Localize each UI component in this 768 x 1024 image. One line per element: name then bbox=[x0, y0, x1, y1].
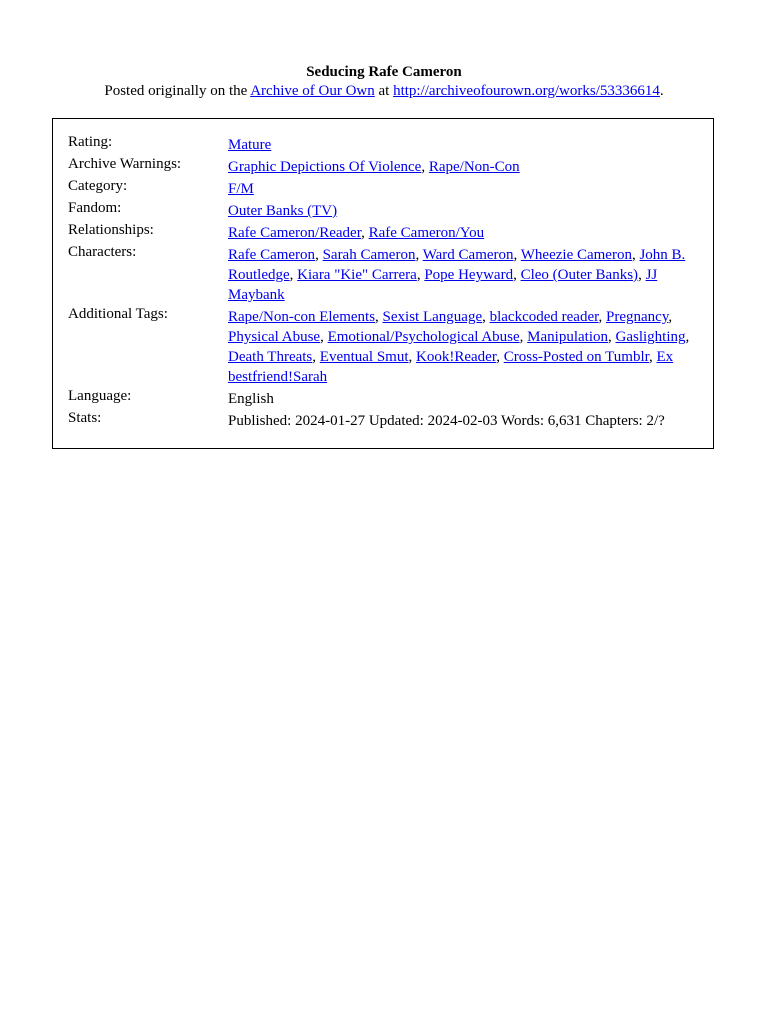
tag-link[interactable]: Sarah Cameron bbox=[322, 247, 416, 263]
posted-prefix: Posted originally on the bbox=[104, 83, 251, 99]
tag-link[interactable]: Outer Banks (TV) bbox=[228, 203, 338, 219]
tag-link[interactable]: Cleo (Outer Banks) bbox=[520, 267, 639, 283]
meta-label-stats: Stats: bbox=[68, 410, 102, 426]
tag-link[interactable]: F/M bbox=[228, 181, 254, 197]
tag-link[interactable]: Pope Heyward bbox=[424, 267, 514, 283]
posted-suffix: . bbox=[659, 83, 664, 99]
tag-link[interactable]: Rafe Cameron/You bbox=[368, 225, 485, 241]
meta-label-rating: Rating: bbox=[68, 134, 113, 150]
meta-label-fandom: Fandom: bbox=[68, 200, 122, 216]
tag-link[interactable]: Emotional/Psychological Abuse bbox=[327, 329, 520, 345]
meta-label-language: Language: bbox=[68, 388, 132, 404]
meta-tags-relationships: Rafe Cameron/Reader, Rafe Cameron/You bbox=[228, 225, 485, 241]
tag-link[interactable]: Graphic Depictions Of Violence bbox=[228, 159, 422, 175]
tag-link[interactable]: Kook!Reader bbox=[416, 349, 497, 365]
archive-site-link[interactable]: Archive of Our Own bbox=[250, 83, 375, 99]
work-metadata-table bbox=[68, 135, 708, 433]
meta-tags-additional: Rape/Non-con Elements, Sexist Language, blackcoded reader, Pregnancy, Physical Abuse, Emotional/Psychological Abuse, Manipulation, Gaslighting, Death Threats, Eventual Smut, Kook!Reader, Cross-Posted on Tumblr, Ex bestfriend!Sarah bbox=[228, 309, 690, 385]
meta-label-category: Category: bbox=[68, 178, 128, 194]
meta-tags-rating bbox=[228, 135, 708, 157]
tag-link[interactable]: Physical Abuse bbox=[228, 329, 321, 345]
tag-link[interactable]: Death Threats bbox=[228, 349, 313, 365]
meta-tags-category bbox=[228, 179, 708, 201]
posted-middle: at bbox=[374, 83, 394, 99]
tag-link[interactable]: Wheezie Cameron bbox=[520, 247, 632, 263]
tag-link[interactable]: blackcoded reader bbox=[489, 309, 599, 325]
tag-link[interactable]: Rafe Cameron bbox=[228, 247, 316, 263]
work-url-link[interactable]: http://archiveofourown.org/works/53336614 bbox=[393, 83, 660, 99]
tag-link[interactable]: Ex bestfriend!Sarah bbox=[228, 349, 674, 385]
meta-tags-fandom bbox=[228, 201, 708, 223]
tag-link[interactable]: Gaslighting bbox=[615, 329, 686, 345]
meta-label-warnings: Archive Warnings: bbox=[68, 156, 182, 172]
meta-value-language: English bbox=[228, 391, 274, 407]
meta-tags-characters: Rafe Cameron, Sarah Cameron, Ward Cameron, Wheezie Cameron, John B. Routledge, Kiara "Kie" Carrera, Pope Heyward, Cleo (Outer Banks), JJ Maybank bbox=[228, 247, 686, 303]
meta-label-relationships: Relationships: bbox=[68, 222, 154, 238]
tag-link[interactable]: Cross-Posted on Tumblr bbox=[503, 349, 650, 365]
tag-link[interactable]: Pregnancy bbox=[606, 309, 669, 325]
meta-row-stats bbox=[68, 411, 708, 433]
tag-link[interactable]: Rape/Non-Con bbox=[428, 159, 520, 175]
work-metadata-box bbox=[52, 118, 714, 449]
meta-label-additional-tags: Additional Tags: bbox=[68, 306, 168, 322]
meta-tags-warnings: Graphic Depictions Of Violence, Rape/Non-Con bbox=[228, 159, 520, 175]
meta-row-additional-tags bbox=[68, 307, 708, 389]
tag-link[interactable]: Eventual Smut bbox=[319, 349, 409, 365]
work-title: Seducing Rafe Cameron bbox=[306, 64, 462, 80]
tag-link[interactable]: John B. Routledge bbox=[228, 247, 686, 283]
tag-link[interactable]: Ward Cameron bbox=[422, 247, 514, 263]
meta-value-stats: Published: 2024-01-27 Updated: 2024-02-03 Words: 6,631 Chapters: 2/? bbox=[228, 413, 665, 429]
posted-line bbox=[0, 81, 768, 101]
tag-link[interactable]: Manipulation bbox=[527, 329, 608, 345]
tag-link[interactable]: Sexist Language bbox=[382, 309, 483, 325]
tag-link[interactable]: JJ Maybank bbox=[228, 267, 658, 303]
meta-label-characters: Characters: bbox=[68, 244, 137, 260]
tag-link[interactable]: Mature bbox=[228, 137, 272, 153]
tag-link[interactable]: Kiara "Kie" Carrera bbox=[297, 267, 417, 283]
meta-row-characters bbox=[68, 245, 708, 307]
tag-link[interactable]: Rape/Non-con Elements bbox=[228, 309, 376, 325]
tag-link[interactable]: Rafe Cameron/Reader bbox=[228, 225, 362, 241]
